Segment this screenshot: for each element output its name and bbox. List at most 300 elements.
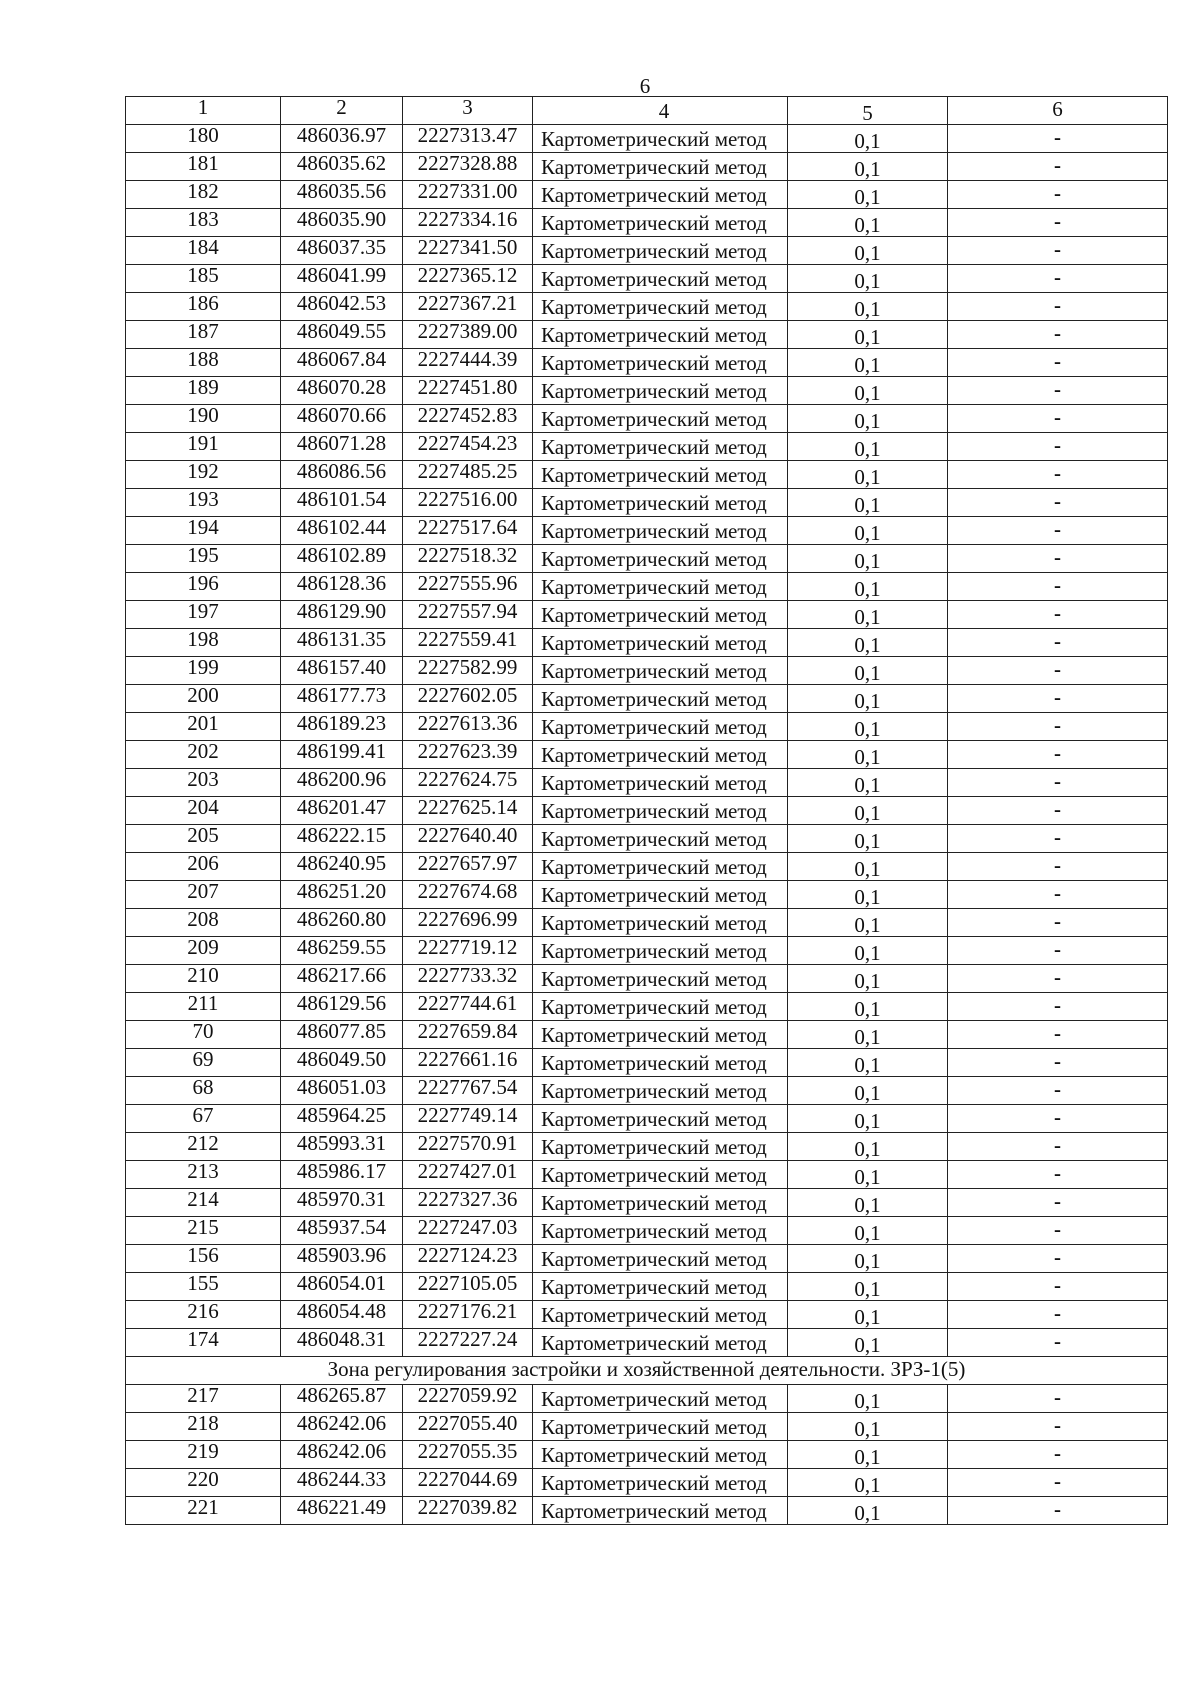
table-row xyxy=(126,657,1168,685)
method-cell: Картометрический метод xyxy=(533,741,788,769)
table-row xyxy=(126,601,1168,629)
y-coordinate-cell: 2227334.16 xyxy=(403,209,533,237)
method-cell: Картометрический метод xyxy=(533,657,788,685)
x-coordinate-cell: 486128.36 xyxy=(281,573,403,601)
accuracy-cell: 0,1 xyxy=(788,377,948,405)
accuracy-cell: 0,1 xyxy=(788,489,948,517)
point-number-cell: 199 xyxy=(126,657,281,685)
note-cell: - xyxy=(948,1189,1168,1217)
note-cell: - xyxy=(948,853,1168,881)
table-row xyxy=(126,1105,1168,1133)
method-cell: Картометрический метод xyxy=(533,1412,788,1440)
y-coordinate-cell: 2227559.41 xyxy=(403,629,533,657)
point-number-cell: 155 xyxy=(126,1273,281,1301)
table-row xyxy=(126,1189,1168,1217)
note-cell: - xyxy=(948,293,1168,321)
table-row xyxy=(126,825,1168,853)
point-number-cell: 216 xyxy=(126,1301,281,1329)
point-number-cell: 202 xyxy=(126,741,281,769)
point-number-cell: 204 xyxy=(126,797,281,825)
note-cell: - xyxy=(948,405,1168,433)
point-number-cell: 214 xyxy=(126,1189,281,1217)
y-coordinate-cell: 2227623.39 xyxy=(403,741,533,769)
table-row xyxy=(126,909,1168,937)
y-coordinate-cell: 2227516.00 xyxy=(403,489,533,517)
note-cell: - xyxy=(948,125,1168,153)
point-number-cell: 194 xyxy=(126,517,281,545)
y-coordinate-cell: 2227719.12 xyxy=(403,937,533,965)
y-coordinate-cell: 2227341.50 xyxy=(403,237,533,265)
point-number-cell: 193 xyxy=(126,489,281,517)
y-coordinate-cell: 2227602.05 xyxy=(403,685,533,713)
note-cell: - xyxy=(948,1133,1168,1161)
note-cell: - xyxy=(948,1412,1168,1440)
point-number-cell: 196 xyxy=(126,573,281,601)
note-cell: - xyxy=(948,349,1168,377)
table-row xyxy=(126,629,1168,657)
coordinates-table-body xyxy=(126,97,1168,1525)
accuracy-cell: 0,1 xyxy=(788,1049,948,1077)
table-row xyxy=(126,713,1168,741)
note-cell: - xyxy=(948,321,1168,349)
x-coordinate-cell: 486260.80 xyxy=(281,909,403,937)
x-coordinate-cell: 486071.28 xyxy=(281,433,403,461)
table-row xyxy=(126,405,1168,433)
x-coordinate-cell: 486201.47 xyxy=(281,797,403,825)
point-number-cell: 192 xyxy=(126,461,281,489)
note-cell: - xyxy=(948,1105,1168,1133)
point-number-cell: 209 xyxy=(126,937,281,965)
point-number-cell: 201 xyxy=(126,713,281,741)
method-cell: Картометрический метод xyxy=(533,1049,788,1077)
accuracy-cell: 0,1 xyxy=(788,657,948,685)
table-row xyxy=(126,181,1168,209)
x-coordinate-cell: 486042.53 xyxy=(281,293,403,321)
point-number-cell: 205 xyxy=(126,825,281,853)
x-coordinate-cell: 485937.54 xyxy=(281,1217,403,1245)
y-coordinate-cell: 2227518.32 xyxy=(403,545,533,573)
accuracy-cell: 0,1 xyxy=(788,909,948,937)
accuracy-cell: 0,1 xyxy=(788,153,948,181)
x-coordinate-cell: 485970.31 xyxy=(281,1189,403,1217)
y-coordinate-cell: 2227557.94 xyxy=(403,601,533,629)
table-row xyxy=(126,265,1168,293)
point-number-cell: 213 xyxy=(126,1161,281,1189)
zone-title: Зона регулирования застройки и хозяйственной деятельности. ЗРЗ-1(5) xyxy=(126,1357,1168,1385)
note-cell: - xyxy=(948,489,1168,517)
point-number-cell: 184 xyxy=(126,237,281,265)
method-cell: Картометрический метод xyxy=(533,1105,788,1133)
x-coordinate-cell: 486157.40 xyxy=(281,657,403,685)
x-coordinate-cell: 486177.73 xyxy=(281,685,403,713)
table-row xyxy=(126,1161,1168,1189)
point-number-cell: 212 xyxy=(126,1133,281,1161)
method-cell: Картометрический метод xyxy=(533,1468,788,1496)
point-number-cell: 221 xyxy=(126,1496,281,1524)
method-cell: Картометрический метод xyxy=(533,1189,788,1217)
y-coordinate-cell: 2227517.64 xyxy=(403,517,533,545)
accuracy-cell: 0,1 xyxy=(788,1021,948,1049)
point-number-cell: 186 xyxy=(126,293,281,321)
accuracy-cell: 0,1 xyxy=(788,293,948,321)
y-coordinate-cell: 2227451.80 xyxy=(403,377,533,405)
method-cell: Картометрический метод xyxy=(533,433,788,461)
note-cell: - xyxy=(948,153,1168,181)
x-coordinate-cell: 486265.87 xyxy=(281,1384,403,1412)
table-row xyxy=(126,937,1168,965)
x-coordinate-cell: 485903.96 xyxy=(281,1245,403,1273)
point-number-cell: 67 xyxy=(126,1105,281,1133)
note-cell: - xyxy=(948,937,1168,965)
note-cell: - xyxy=(948,685,1168,713)
note-cell: - xyxy=(948,1217,1168,1245)
point-number-cell: 156 xyxy=(126,1245,281,1273)
point-number-cell: 191 xyxy=(126,433,281,461)
accuracy-cell: 0,1 xyxy=(788,1133,948,1161)
x-coordinate-cell: 486102.44 xyxy=(281,517,403,545)
y-coordinate-cell: 2227328.88 xyxy=(403,153,533,181)
zone-heading-row xyxy=(126,1357,1168,1385)
x-coordinate-cell: 486101.54 xyxy=(281,489,403,517)
point-number-cell: 185 xyxy=(126,265,281,293)
x-coordinate-cell: 486221.49 xyxy=(281,1496,403,1524)
y-coordinate-cell: 2227657.97 xyxy=(403,853,533,881)
accuracy-cell: 0,1 xyxy=(788,461,948,489)
table-row xyxy=(126,237,1168,265)
table-row xyxy=(126,1301,1168,1329)
note-cell: - xyxy=(948,881,1168,909)
note-cell: - xyxy=(948,517,1168,545)
accuracy-cell: 0,1 xyxy=(788,209,948,237)
y-coordinate-cell: 2227744.61 xyxy=(403,993,533,1021)
point-number-cell: 210 xyxy=(126,965,281,993)
note-cell: - xyxy=(948,1468,1168,1496)
method-cell: Картометрический метод xyxy=(533,209,788,237)
method-cell: Картометрический метод xyxy=(533,405,788,433)
method-cell: Картометрический метод xyxy=(533,545,788,573)
note-cell: - xyxy=(948,1245,1168,1273)
accuracy-cell: 0,1 xyxy=(788,993,948,1021)
method-cell: Картометрический метод xyxy=(533,1133,788,1161)
accuracy-cell: 0,1 xyxy=(788,349,948,377)
table-row xyxy=(126,1245,1168,1273)
method-cell: Картометрический метод xyxy=(533,825,788,853)
accuracy-cell: 0,1 xyxy=(788,629,948,657)
y-coordinate-cell: 2227039.82 xyxy=(403,1496,533,1524)
method-cell: Картометрический метод xyxy=(533,461,788,489)
accuracy-cell: 0,1 xyxy=(788,433,948,461)
accuracy-cell: 0,1 xyxy=(788,1329,948,1357)
point-number-cell: 69 xyxy=(126,1049,281,1077)
header-col-4: 4 xyxy=(533,97,788,125)
table-row xyxy=(126,881,1168,909)
note-cell: - xyxy=(948,657,1168,685)
x-coordinate-cell: 485986.17 xyxy=(281,1161,403,1189)
y-coordinate-cell: 2227044.69 xyxy=(403,1468,533,1496)
table-row xyxy=(126,461,1168,489)
x-coordinate-cell: 485964.25 xyxy=(281,1105,403,1133)
method-cell: Картометрический метод xyxy=(533,965,788,993)
y-coordinate-cell: 2227661.16 xyxy=(403,1049,533,1077)
method-cell: Картометрический метод xyxy=(533,517,788,545)
x-coordinate-cell: 486217.66 xyxy=(281,965,403,993)
header-col-6: 6 xyxy=(948,97,1168,125)
table-row xyxy=(126,741,1168,769)
y-coordinate-cell: 2227055.35 xyxy=(403,1440,533,1468)
method-cell: Картометрический метод xyxy=(533,881,788,909)
y-coordinate-cell: 2227227.24 xyxy=(403,1329,533,1357)
y-coordinate-cell: 2227767.54 xyxy=(403,1077,533,1105)
note-cell: - xyxy=(948,181,1168,209)
table-row xyxy=(126,489,1168,517)
accuracy-cell: 0,1 xyxy=(788,1245,948,1273)
y-coordinate-cell: 2227640.40 xyxy=(403,825,533,853)
method-cell: Картометрический метод xyxy=(533,909,788,937)
y-coordinate-cell: 2227365.12 xyxy=(403,265,533,293)
point-number-cell: 70 xyxy=(126,1021,281,1049)
x-coordinate-cell: 486035.62 xyxy=(281,153,403,181)
method-cell: Картометрический метод xyxy=(533,1440,788,1468)
table-row xyxy=(126,1021,1168,1049)
y-coordinate-cell: 2227582.99 xyxy=(403,657,533,685)
table-row xyxy=(126,1496,1168,1524)
table-row xyxy=(126,1049,1168,1077)
y-coordinate-cell: 2227327.36 xyxy=(403,1189,533,1217)
method-cell: Картометрический метод xyxy=(533,489,788,517)
accuracy-cell: 0,1 xyxy=(788,265,948,293)
x-coordinate-cell: 486200.96 xyxy=(281,769,403,797)
note-cell: - xyxy=(948,545,1168,573)
point-number-cell: 198 xyxy=(126,629,281,657)
note-cell: - xyxy=(948,1329,1168,1357)
note-cell: - xyxy=(948,797,1168,825)
y-coordinate-cell: 2227485.25 xyxy=(403,461,533,489)
table-row xyxy=(126,1384,1168,1412)
accuracy-cell: 0,1 xyxy=(788,405,948,433)
accuracy-cell: 0,1 xyxy=(788,1217,948,1245)
method-cell: Картометрический метод xyxy=(533,377,788,405)
point-number-cell: 174 xyxy=(126,1329,281,1357)
note-cell: - xyxy=(948,1161,1168,1189)
table-row xyxy=(126,797,1168,825)
table-row xyxy=(126,853,1168,881)
note-cell: - xyxy=(948,993,1168,1021)
accuracy-cell: 0,1 xyxy=(788,881,948,909)
method-cell: Картометрический метод xyxy=(533,713,788,741)
x-coordinate-cell: 486054.01 xyxy=(281,1273,403,1301)
point-number-cell: 195 xyxy=(126,545,281,573)
point-number-cell: 200 xyxy=(126,685,281,713)
table-row xyxy=(126,685,1168,713)
note-cell: - xyxy=(948,237,1168,265)
y-coordinate-cell: 2227659.84 xyxy=(403,1021,533,1049)
y-coordinate-cell: 2227331.00 xyxy=(403,181,533,209)
note-cell: - xyxy=(948,965,1168,993)
note-cell: - xyxy=(948,209,1168,237)
y-coordinate-cell: 2227452.83 xyxy=(403,405,533,433)
note-cell: - xyxy=(948,433,1168,461)
point-number-cell: 218 xyxy=(126,1412,281,1440)
accuracy-cell: 0,1 xyxy=(788,713,948,741)
point-number-cell: 189 xyxy=(126,377,281,405)
y-coordinate-cell: 2227427.01 xyxy=(403,1161,533,1189)
note-cell: - xyxy=(948,461,1168,489)
x-coordinate-cell: 485993.31 xyxy=(281,1133,403,1161)
table-row xyxy=(126,573,1168,601)
method-cell: Картометрический метод xyxy=(533,1021,788,1049)
table-row xyxy=(126,1412,1168,1440)
x-coordinate-cell: 486222.15 xyxy=(281,825,403,853)
note-cell: - xyxy=(948,1021,1168,1049)
method-cell: Картометрический метод xyxy=(533,769,788,797)
table-row xyxy=(126,433,1168,461)
method-cell: Картометрический метод xyxy=(533,1273,788,1301)
note-cell: - xyxy=(948,713,1168,741)
accuracy-cell: 0,1 xyxy=(788,1384,948,1412)
point-number-cell: 187 xyxy=(126,321,281,349)
method-cell: Картометрический метод xyxy=(533,1329,788,1357)
x-coordinate-cell: 486251.20 xyxy=(281,881,403,909)
note-cell: - xyxy=(948,741,1168,769)
method-cell: Картометрический метод xyxy=(533,797,788,825)
accuracy-cell: 0,1 xyxy=(788,769,948,797)
method-cell: Картометрический метод xyxy=(533,1217,788,1245)
y-coordinate-cell: 2227444.39 xyxy=(403,349,533,377)
method-cell: Картометрический метод xyxy=(533,1301,788,1329)
point-number-cell: 181 xyxy=(126,153,281,181)
accuracy-cell: 0,1 xyxy=(788,1273,948,1301)
x-coordinate-cell: 486129.90 xyxy=(281,601,403,629)
table-row xyxy=(126,769,1168,797)
method-cell: Картометрический метод xyxy=(533,265,788,293)
accuracy-cell: 0,1 xyxy=(788,741,948,769)
method-cell: Картометрический метод xyxy=(533,853,788,881)
point-number-cell: 215 xyxy=(126,1217,281,1245)
accuracy-cell: 0,1 xyxy=(788,237,948,265)
accuracy-cell: 0,1 xyxy=(788,1189,948,1217)
x-coordinate-cell: 486037.35 xyxy=(281,237,403,265)
x-coordinate-cell: 486070.66 xyxy=(281,405,403,433)
method-cell: Картометрический метод xyxy=(533,601,788,629)
x-coordinate-cell: 486242.06 xyxy=(281,1440,403,1468)
x-coordinate-cell: 486049.50 xyxy=(281,1049,403,1077)
table-row xyxy=(126,349,1168,377)
x-coordinate-cell: 486259.55 xyxy=(281,937,403,965)
table-row xyxy=(126,1077,1168,1105)
table-row xyxy=(126,125,1168,153)
point-number-cell: 182 xyxy=(126,181,281,209)
note-cell: - xyxy=(948,629,1168,657)
accuracy-cell: 0,1 xyxy=(788,1440,948,1468)
y-coordinate-cell: 2227625.14 xyxy=(403,797,533,825)
note-cell: - xyxy=(948,573,1168,601)
note-cell: - xyxy=(948,1440,1168,1468)
x-coordinate-cell: 486240.95 xyxy=(281,853,403,881)
table-row xyxy=(126,1273,1168,1301)
header-row xyxy=(126,97,1168,125)
y-coordinate-cell: 2227749.14 xyxy=(403,1105,533,1133)
y-coordinate-cell: 2227313.47 xyxy=(403,125,533,153)
point-number-cell: 219 xyxy=(126,1440,281,1468)
header-col-2: 2 xyxy=(281,97,403,125)
note-cell: - xyxy=(948,769,1168,797)
method-cell: Картометрический метод xyxy=(533,1384,788,1412)
accuracy-cell: 0,1 xyxy=(788,1105,948,1133)
note-cell: - xyxy=(948,1384,1168,1412)
point-number-cell: 197 xyxy=(126,601,281,629)
method-cell: Картометрический метод xyxy=(533,573,788,601)
method-cell: Картометрический метод xyxy=(533,293,788,321)
accuracy-cell: 0,1 xyxy=(788,1301,948,1329)
table-row xyxy=(126,377,1168,405)
x-coordinate-cell: 486131.35 xyxy=(281,629,403,657)
y-coordinate-cell: 2227454.23 xyxy=(403,433,533,461)
x-coordinate-cell: 486041.99 xyxy=(281,265,403,293)
method-cell: Картометрический метод xyxy=(533,629,788,657)
accuracy-cell: 0,1 xyxy=(788,181,948,209)
table-row xyxy=(126,1440,1168,1468)
point-number-cell: 206 xyxy=(126,853,281,881)
note-cell: - xyxy=(948,1049,1168,1077)
point-number-cell: 190 xyxy=(126,405,281,433)
table-row xyxy=(126,1329,1168,1357)
table-row xyxy=(126,965,1168,993)
note-cell: - xyxy=(948,1496,1168,1524)
method-cell: Картометрический метод xyxy=(533,125,788,153)
accuracy-cell: 0,1 xyxy=(788,937,948,965)
y-coordinate-cell: 2227555.96 xyxy=(403,573,533,601)
method-cell: Картометрический метод xyxy=(533,349,788,377)
point-number-cell: 217 xyxy=(126,1384,281,1412)
y-coordinate-cell: 2227176.21 xyxy=(403,1301,533,1329)
accuracy-cell: 0,1 xyxy=(788,1496,948,1524)
x-coordinate-cell: 486189.23 xyxy=(281,713,403,741)
x-coordinate-cell: 486035.56 xyxy=(281,181,403,209)
x-coordinate-cell: 486051.03 xyxy=(281,1077,403,1105)
x-coordinate-cell: 486048.31 xyxy=(281,1329,403,1357)
table-row xyxy=(126,1468,1168,1496)
method-cell: Картометрический метод xyxy=(533,181,788,209)
header-col-5: 5 xyxy=(788,97,948,125)
y-coordinate-cell: 2227570.91 xyxy=(403,1133,533,1161)
y-coordinate-cell: 2227367.21 xyxy=(403,293,533,321)
y-coordinate-cell: 2227059.92 xyxy=(403,1384,533,1412)
table-row xyxy=(126,1133,1168,1161)
table-row xyxy=(126,1217,1168,1245)
table-row xyxy=(126,293,1168,321)
note-cell: - xyxy=(948,1077,1168,1105)
header-col-1: 1 xyxy=(126,97,281,125)
note-cell: - xyxy=(948,377,1168,405)
method-cell: Картометрический метод xyxy=(533,1245,788,1273)
accuracy-cell: 0,1 xyxy=(788,125,948,153)
point-number-cell: 68 xyxy=(126,1077,281,1105)
method-cell: Картометрический метод xyxy=(533,937,788,965)
method-cell: Картометрический метод xyxy=(533,1077,788,1105)
point-number-cell: 180 xyxy=(126,125,281,153)
accuracy-cell: 0,1 xyxy=(788,321,948,349)
y-coordinate-cell: 2227674.68 xyxy=(403,881,533,909)
y-coordinate-cell: 2227055.40 xyxy=(403,1412,533,1440)
note-cell: - xyxy=(948,601,1168,629)
note-cell: - xyxy=(948,265,1168,293)
accuracy-cell: 0,1 xyxy=(788,517,948,545)
coordinates-table xyxy=(125,96,1168,1525)
point-number-cell: 211 xyxy=(126,993,281,1021)
accuracy-cell: 0,1 xyxy=(788,1077,948,1105)
method-cell: Картометрический метод xyxy=(533,1496,788,1524)
table-row xyxy=(126,993,1168,1021)
